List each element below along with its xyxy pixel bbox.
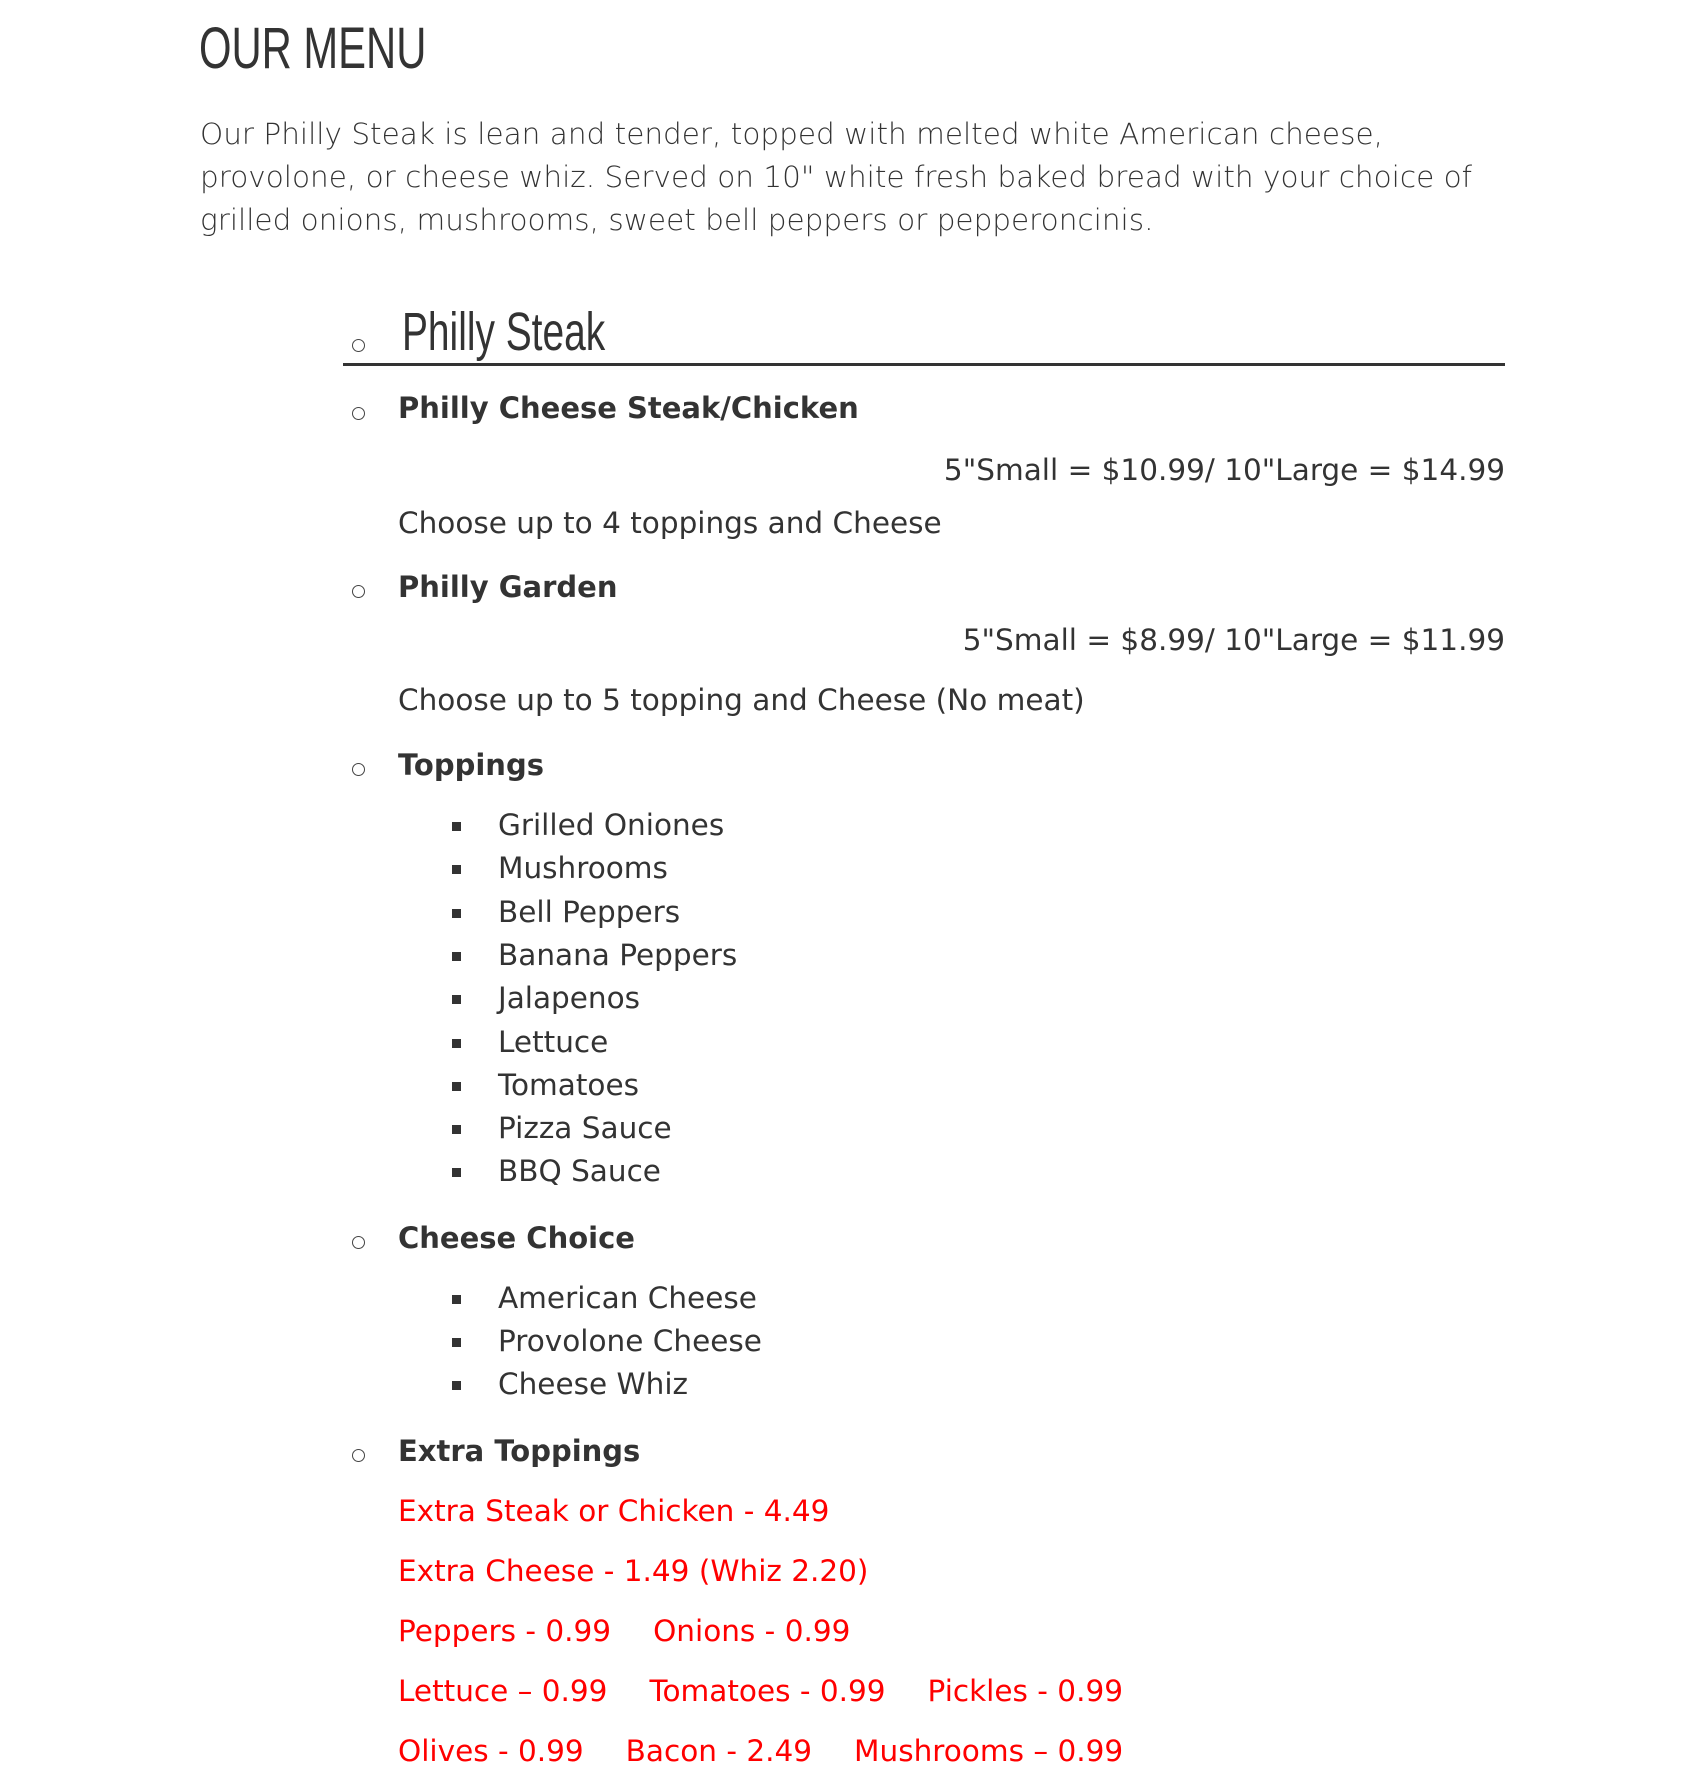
square-bullet-icon bbox=[452, 1039, 461, 1048]
list-item: Jalapenos bbox=[498, 981, 641, 1015]
list-item: Mushrooms bbox=[498, 851, 668, 885]
extra-topping-price: Lettuce – 0.99 bbox=[398, 1674, 608, 1708]
square-bullet-icon bbox=[452, 865, 461, 874]
menu-item-note: Choose up to 4 toppings and Cheese bbox=[398, 506, 942, 540]
square-bullet-icon bbox=[452, 1168, 461, 1177]
menu-item-name: Philly Cheese Steak/Chicken bbox=[398, 391, 859, 425]
square-bullet-icon bbox=[452, 822, 461, 831]
square-bullet-icon bbox=[452, 952, 461, 961]
list-item: Tomatoes bbox=[498, 1068, 640, 1102]
square-bullet-icon bbox=[452, 995, 461, 1004]
extra-toppings-row bbox=[398, 1734, 1124, 1768]
section-title: Philly Steak bbox=[402, 302, 606, 362]
square-bullet-icon bbox=[452, 1295, 461, 1304]
page-title: OUR MENU bbox=[199, 16, 427, 81]
extra-topping-price: Extra Cheese - 1.49 (Whiz 2.20) bbox=[398, 1554, 869, 1588]
extra-topping-price: Peppers - 0.99 bbox=[398, 1614, 612, 1648]
extra-topping-price: Bacon - 2.49 bbox=[625, 1734, 813, 1768]
extra-topping-price: Extra Steak or Chicken - 4.49 bbox=[398, 1494, 830, 1528]
extra-toppings-row bbox=[398, 1674, 1123, 1708]
circle-bullet-icon bbox=[352, 763, 365, 776]
list-item: BBQ Sauce bbox=[498, 1154, 661, 1188]
circle-bullet-icon bbox=[352, 585, 365, 598]
intro-line: provolone, or cheese whiz. Served on 10" white fresh baked bread with your choice of bbox=[200, 160, 1473, 194]
square-bullet-icon bbox=[452, 1338, 461, 1347]
list-item: Bell Peppers bbox=[498, 895, 681, 929]
toppings-heading: Toppings bbox=[398, 748, 544, 782]
square-bullet-icon bbox=[452, 1381, 461, 1390]
square-bullet-icon bbox=[452, 909, 461, 918]
square-bullet-icon bbox=[452, 1082, 461, 1091]
extra-toppings-heading: Extra Toppings bbox=[398, 1434, 641, 1468]
list-item: American Cheese bbox=[498, 1281, 757, 1315]
list-item: Lettuce bbox=[498, 1025, 609, 1059]
extra-topping-price: Pickles - 0.99 bbox=[927, 1674, 1123, 1708]
square-bullet-icon bbox=[452, 1125, 461, 1134]
list-item: Grilled Oniones bbox=[498, 808, 725, 842]
menu-item-note: Choose up to 5 topping and Cheese (No meat) bbox=[398, 683, 1085, 717]
intro-line: Our Philly Steak is lean and tender, topped with melted white American cheese, bbox=[200, 117, 1383, 151]
circle-bullet-icon bbox=[352, 1449, 365, 1462]
extra-topping-price: Tomatoes - 0.99 bbox=[649, 1674, 886, 1708]
list-item: Pizza Sauce bbox=[498, 1111, 672, 1145]
cheese-heading: Cheese Choice bbox=[398, 1221, 635, 1255]
menu-item-price: 5"Small = $8.99/ 10"Large = $11.99 bbox=[962, 623, 1505, 657]
intro-line: grilled onions, mushrooms, sweet bell peppers or pepperoncinis. bbox=[200, 203, 1154, 237]
circle-bullet-icon bbox=[352, 339, 365, 352]
circle-bullet-icon bbox=[352, 1236, 365, 1249]
intro-paragraph bbox=[200, 113, 1520, 242]
section-divider bbox=[343, 363, 1505, 366]
extra-topping-price: Olives - 0.99 bbox=[398, 1734, 584, 1768]
list-item: Provolone Cheese bbox=[498, 1324, 762, 1358]
extra-topping-price: Mushrooms – 0.99 bbox=[854, 1734, 1124, 1768]
extra-topping-price: Onions - 0.99 bbox=[653, 1614, 851, 1648]
list-item: Cheese Whiz bbox=[498, 1367, 689, 1401]
extra-toppings-row bbox=[398, 1614, 851, 1648]
extra-toppings-row bbox=[398, 1554, 869, 1588]
menu-item-price: 5"Small = $10.99/ 10"Large = $14.99 bbox=[943, 453, 1505, 487]
extra-toppings-row bbox=[398, 1494, 830, 1528]
list-item: Banana Peppers bbox=[498, 938, 738, 972]
circle-bullet-icon bbox=[352, 407, 365, 420]
menu-item-name: Philly Garden bbox=[398, 570, 618, 604]
